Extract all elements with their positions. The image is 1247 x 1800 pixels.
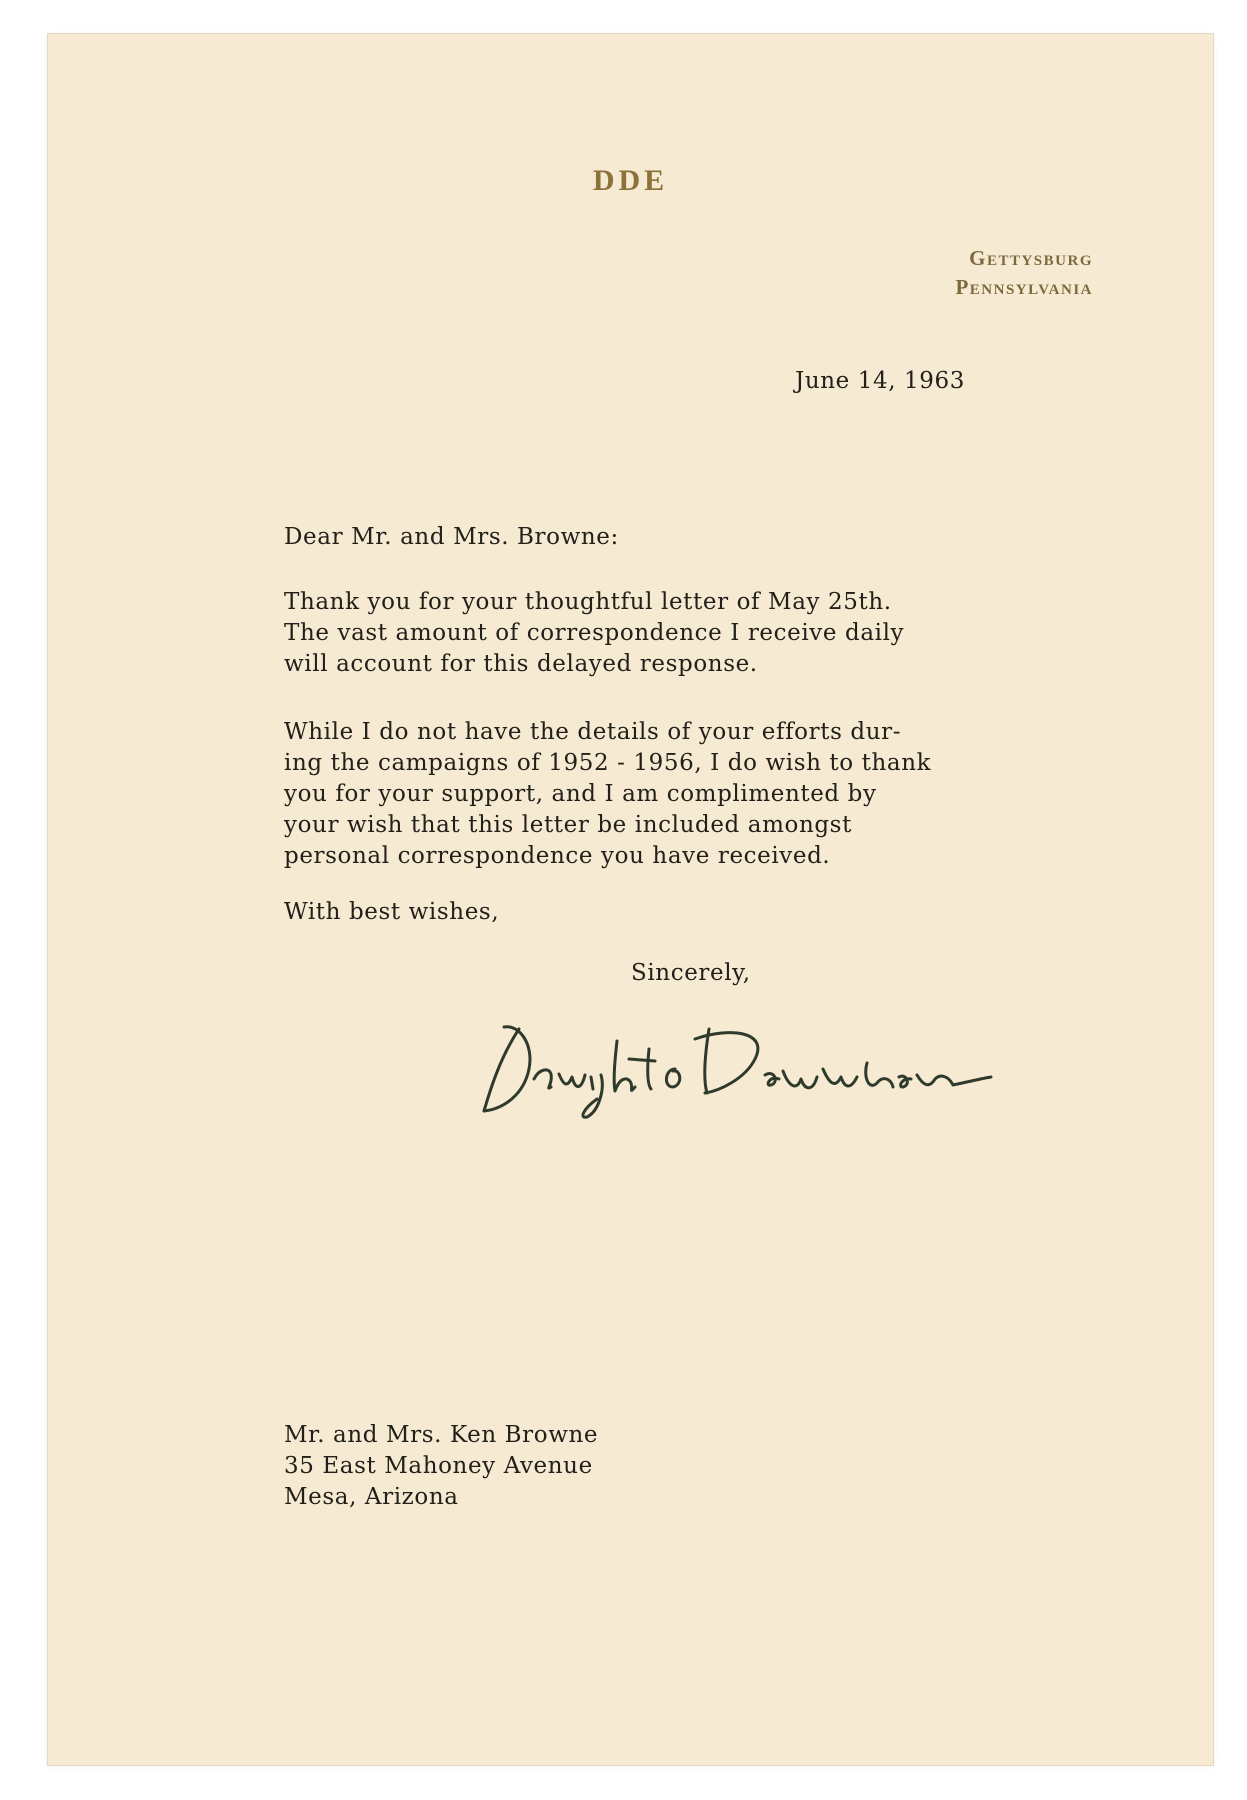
recipient-line: 35 East Mahoney Avenue xyxy=(284,1453,593,1479)
body-paragraph-2 xyxy=(284,717,931,872)
letterhead-monogram: DDE xyxy=(592,164,669,197)
handwritten-signature xyxy=(479,999,999,1124)
body-line: personal correspondence you have received. xyxy=(284,843,831,869)
letterhead-city: Gettysburg xyxy=(969,246,1093,270)
recipient-line: Mesa, Arizona xyxy=(284,1484,459,1510)
sign-off: Sincerely, xyxy=(631,960,751,986)
letter-date: June 14, 1963 xyxy=(795,368,965,394)
body-paragraph-1 xyxy=(284,587,904,680)
body-line: Thank you for your thoughtful letter of May 25th. xyxy=(284,589,892,615)
closing-line: With best wishes, xyxy=(284,899,500,925)
body-line: ing the campaigns of 1952 - 1956, I do wish to thank xyxy=(284,750,932,776)
letterhead-address xyxy=(955,244,1093,302)
letterhead-state: Pennsylvania xyxy=(955,275,1093,299)
recipient-address xyxy=(284,1420,598,1513)
letter-page xyxy=(48,34,1213,1765)
salutation: Dear Mr. and Mrs. Browne: xyxy=(284,524,619,550)
recipient-line: Mr. and Mrs. Ken Browne xyxy=(284,1422,599,1448)
body-line: While I do not have the details of your efforts dur- xyxy=(284,719,902,745)
body-line: you for your support, and I am complimented by xyxy=(284,781,877,807)
body-line: your wish that this letter be included amongst xyxy=(284,812,852,838)
body-line: will account for this delayed response. xyxy=(284,651,758,677)
body-line: The vast amount of correspondence I receive daily xyxy=(284,620,905,646)
